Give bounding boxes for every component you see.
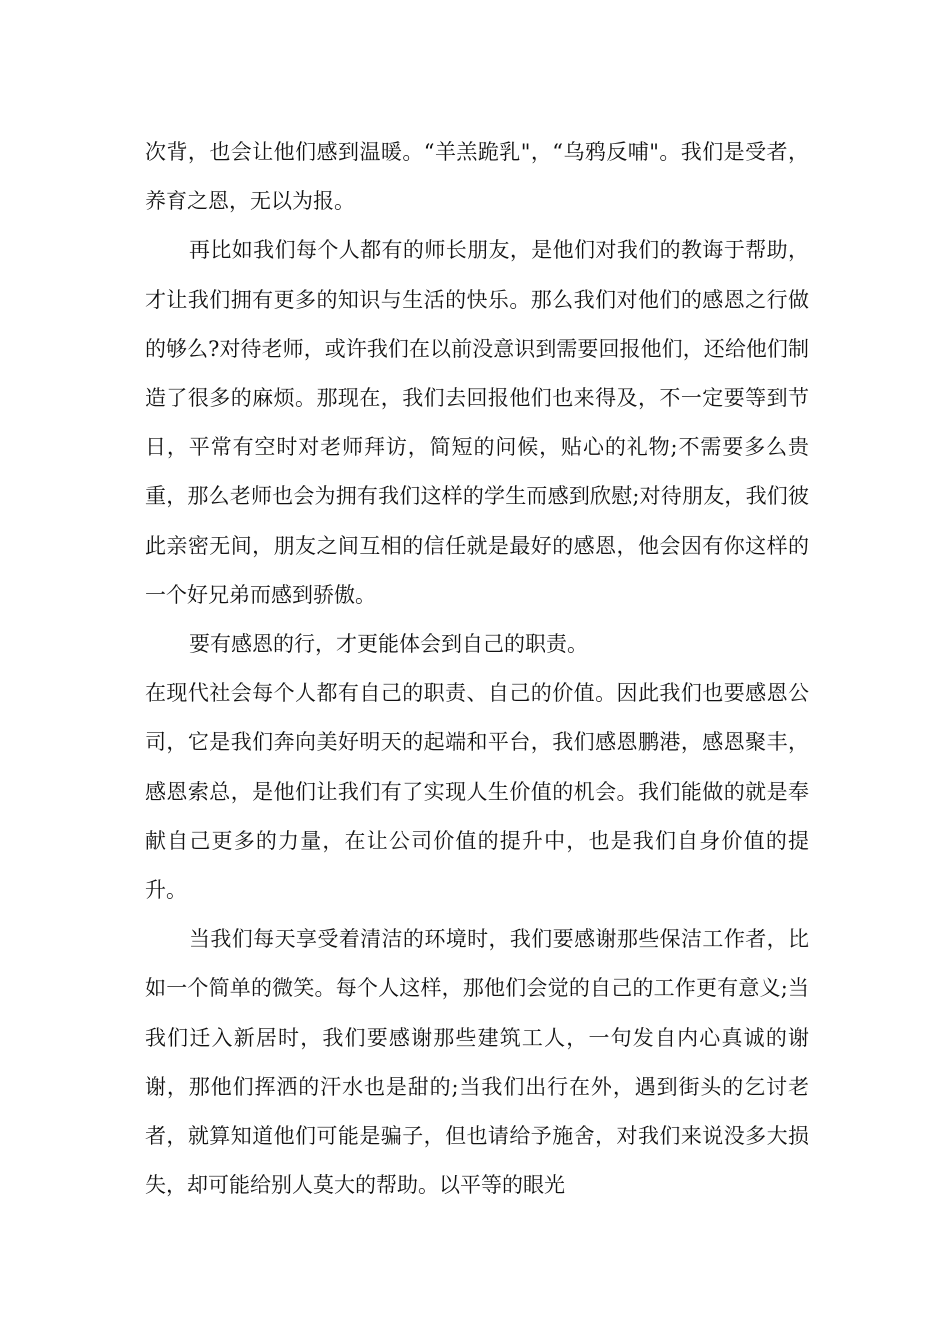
- paragraph-2: 再比如我们每个人都有的师长朋友，是他们对我们的教诲于帮助，才让我们拥有更多的知识与生活的快乐。那么我们对他们的感恩之行做的够么?对待老师，或许我们在以前没意识到需要回报他们，还给他们制造了很多的麻烦。那现在，我们去回报他们也来得及，不一定要等到节日，平常有空时对老师拜访，简短的问候，贴心的礼物;不需要多么贵重，那么老师也会为拥有我们这样的学生而感到欣慰;对待朋友，我们彼此亲密无间，朋友之间互相的信任就是最好的感恩，他会因有你这样的一个好兄弟而感到骄傲。: [145, 238, 809, 607]
- paragraph-5: 当我们每天享受着清洁的环境时，我们要感谢那些保洁工作者，比如一个简单的微笑。每个人这样，那他们会觉的自己的工作更有意义;当我们迁入新居时，我们要感谢那些建筑工人，一句发自内心真诚的谢谢，那他们挥洒的汗水也是甜的;当我们出行在外，遇到街头的乞讨老者，就算知道他们可能是骗子，但也请给予施舍，对我们来说没多大损失，却可能给别人莫大的帮助。以平等的眼光: [145, 927, 809, 1198]
- paragraph-3: 要有感恩的行，才更能体会到自己的职责。: [189, 632, 588, 657]
- paragraph-4: 在现代社会每个人都有自己的职责、自己的价值。因此我们也要感恩公司，它是我们奔向美好明天的起端和平台，我们感恩鹏港，感恩聚丰，感恩索总，是他们让我们有了实现人生价值的机会。我们能做的就是奉献自己更多的力量，在让公司价值的提升中，也是我们自身价值的提升。: [145, 681, 809, 903]
- paragraph-1: 次背，也会让他们感到温暖。“羊羔跪乳"，“乌鸦反哺"。我们是受者，养育之恩，无以为报。: [145, 140, 809, 214]
- document-body: [145, 128, 809, 1210]
